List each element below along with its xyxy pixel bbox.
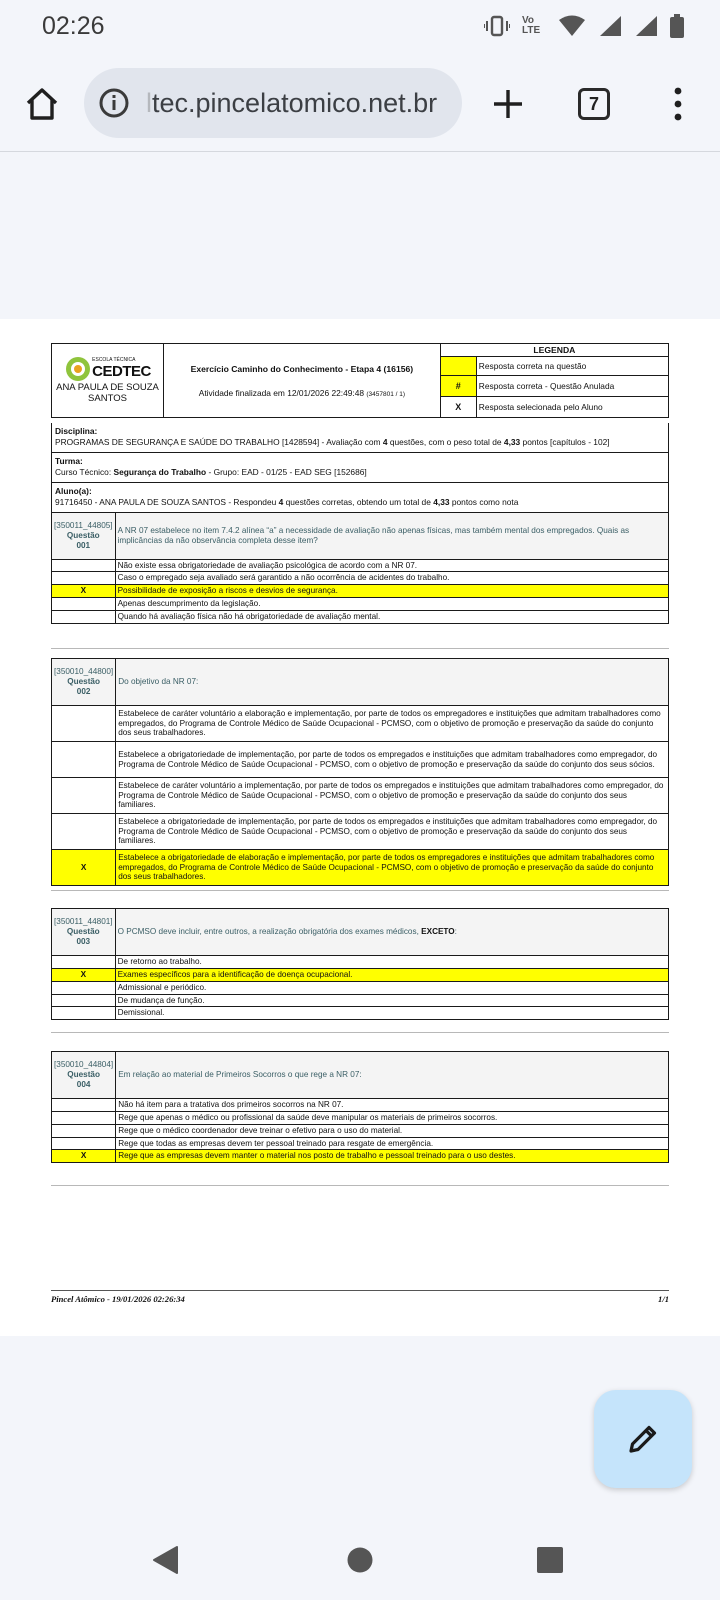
option-row[interactable]: Não há item para a tratativa dos primeiros socorros na NR 07.	[52, 1099, 669, 1112]
option-row-selected[interactable]: X Rege que as empresas devem manter o material nos posto de trabalho e pessoal treinado para o uso destes.	[52, 1150, 669, 1163]
option-row-selected[interactable]: X Possibilidade de exposição a riscos e desvios de segurança.	[52, 585, 669, 598]
system-nav-bar	[0, 1520, 720, 1600]
footer-page-number: 1/1	[658, 1294, 669, 1304]
legend-label-selected: Resposta selecionada pelo Aluno	[476, 397, 668, 418]
discipline-block	[51, 423, 669, 453]
finished-code: (3457801 / 1)	[366, 390, 406, 398]
status-bar	[0, 0, 720, 56]
home-nav-button[interactable]	[340, 1540, 380, 1580]
discipline-label: Disciplina:	[55, 426, 98, 436]
legend-label-correct: Resposta correta na questão	[476, 357, 668, 376]
menu-button[interactable]	[652, 78, 704, 130]
legend-key-selected: X	[440, 397, 476, 418]
vibrate-icon	[484, 15, 510, 37]
class-label: Turma:	[55, 456, 83, 466]
question-statement: A NR 07 estabelece no item 7.4.2 alínea “a” a necessidade de avaliação não apenas físicas, mas também mental dos empregados. Quais as implicâncias da não observância completa desse item?	[115, 513, 668, 559]
edit-fab-button[interactable]	[594, 1390, 692, 1488]
back-button[interactable]	[145, 1540, 185, 1580]
question-004	[51, 1051, 669, 1163]
option-row[interactable]: Estabelece de caráter voluntário a implementação, por parte de todos os empregados e instituições que admitam trabalhadores como empregador, do Programa de Controle Médico de Saúde Ocupacional - PCMSO, com o objetivo de promoção e preservação da saúde do conjunto dos seus familiares.	[52, 778, 669, 814]
option-row[interactable]: De retorno ao trabalho.	[52, 956, 669, 969]
back-icon	[151, 1545, 179, 1575]
legend-key-correct	[440, 357, 476, 376]
browser-toolbar	[0, 56, 720, 152]
student-label: Aluno(a):	[55, 486, 92, 496]
exercise-info	[164, 344, 441, 418]
recents-button[interactable]	[530, 1540, 570, 1580]
option-row[interactable]: Estabelece a obrigatoriedade de implementação, por parte de todos os empregados e instituições que admitam trabalhadores como empregador, do Programa de Controle Médico de Saúde Ocupacional - PCMSO, com o objetivo de promoção e preservação da saúde do conjunto dos seus sócios.	[52, 742, 669, 778]
discipline-value: PROGRAMAS DE SEGURANÇA E SAÚDE DO TRABALHO [1428594] - Avaliação com 4 questões, com o peso total de 4,33 pontos [capítulos - 102]	[55, 436, 610, 447]
tab-count: 7	[578, 88, 610, 120]
page-top-blank	[0, 153, 720, 319]
question-statement: Em relação ao material de Primeiros Socorros o que rege a NR 07:	[116, 1052, 669, 1099]
option-row[interactable]: Rege que o médico coordenador deve treinar o efetivo para o uso do material.	[52, 1124, 669, 1137]
cedtec-logo	[54, 355, 161, 383]
class-value: Curso Técnico: Segurança do Trabalho - Grupo: EAD - 01/25 - EAD SEG [152686]	[55, 466, 367, 477]
question-statement: O PCMSO deve incluir, entre outros, a realização obrigatória dos exames médicos, EXCETO:	[115, 909, 668, 956]
footer-divider	[51, 1290, 669, 1291]
recents-icon	[536, 1546, 564, 1574]
option-row-selected[interactable]: X Exames específicos para a identificação de doença ocupacional.	[52, 968, 669, 981]
document-page	[0, 319, 720, 1336]
signal-icon-2	[634, 15, 658, 37]
home-circle-icon	[346, 1546, 374, 1574]
option-row[interactable]: Estabelece de caráter voluntário a elaboração e implementação, por parte de todos os empregadores e instituições que admitam trabalhadores como empregados, do Programa de Controle Médico de Saúde Ocupacional - PCMSO, com o objetivo de promoção e preservação da saúde do conjunto dos seus trabalhadores.	[52, 706, 669, 742]
pencil-icon	[625, 1421, 661, 1457]
option-row[interactable]: Demissional.	[52, 1007, 669, 1020]
question-id: [350011_44801] Questão 003	[52, 909, 116, 956]
more-vert-icon	[672, 86, 684, 122]
wifi-icon	[558, 15, 586, 37]
option-row-selected[interactable]: X Estabelece a obrigatoriedade de elaboração e implementação, por parte de todos os empregadores e instituições que admitam trabalhadores como empregados, do Programa de Controle Médico de Saúde Ocupacional - PCMSO, com o objetivo de promoção e preservação da saúde do conjunto dos seus trabalhadores.	[52, 850, 669, 886]
logo-cell	[52, 344, 164, 418]
logo-text: CEDTEC	[92, 363, 151, 381]
status-icons	[484, 14, 684, 38]
legend-key-annulled: #	[440, 376, 476, 397]
divider	[51, 1032, 669, 1033]
battery-icon	[670, 14, 684, 38]
question-id: [350011_44805] Questão 001	[52, 513, 116, 559]
question-001	[51, 513, 669, 624]
plus-icon	[492, 88, 524, 120]
footer-timestamp: Pincel Atômico - 19/01/2026 02:26:34	[51, 1294, 185, 1304]
student-block	[51, 483, 669, 513]
option-row[interactable]: Estabelece a obrigatoriedade de implementação, por parte de todos os empregados e instituições que admitam trabalhadores como empregador, do Programa de Controle Médico de Saúde Ocupacional - PCMSO, com o objetivo de promoção e preservação da saúde do conjunto dos seus familiares.	[52, 814, 669, 850]
option-row[interactable]: Rege que todas as empresas devem ter pessoal treinado para resgate de emergência.	[52, 1137, 669, 1150]
question-id: [350010_44804] Questão 004	[52, 1052, 116, 1099]
divider	[51, 648, 669, 649]
question-002	[51, 658, 669, 886]
question-id: [350010_44800] Questão 002	[52, 659, 116, 706]
url-faded-prefix: l	[146, 87, 152, 118]
option-row[interactable]: Quando há avaliação física não há obrigatoriedade de avaliação mental.	[52, 610, 669, 623]
site-info-icon[interactable]	[96, 85, 132, 121]
status-time: 02:26	[42, 12, 105, 40]
student-value: 91716450 - ANA PAULA DE SOUZA SANTOS - Respondeu 4 questões corretas, obtendo um total de 4,33 pontos como nota	[55, 496, 519, 507]
new-tab-button[interactable]	[482, 78, 534, 130]
option-row[interactable]: Apenas descumprimento da legislação.	[52, 598, 669, 611]
student-name: ANA PAULA DE SOUZA SANTOS	[56, 381, 159, 404]
option-row[interactable]: Caso o empregado seja avaliado será garantido a não ocorrência de acidentes do trabalho.	[52, 572, 669, 585]
cedtec-logo-icon	[64, 355, 92, 383]
legend-title: LEGENDA	[440, 344, 668, 357]
logo-sub: ESCOLA TÉCNICA	[92, 357, 136, 364]
home-icon	[24, 86, 60, 122]
url-domain: tec.pincelatomico.net.br	[152, 87, 438, 118]
class-block	[51, 453, 669, 483]
legend-label-annulled: Resposta correta - Questão Anulada	[476, 376, 668, 397]
url-text[interactable]	[146, 88, 446, 119]
option-row[interactable]: Admissional e periódico.	[52, 981, 669, 994]
volte-label: Vo LTE	[522, 15, 541, 36]
signal-icon	[598, 15, 622, 37]
report-header	[51, 343, 669, 418]
tab-switcher-button[interactable]	[568, 78, 620, 130]
url-bar[interactable]	[84, 68, 462, 138]
option-row[interactable]: Não existe essa obrigatoriedade de avaliação psicológica de acordo com a NR 07.	[52, 559, 669, 572]
exercise-title: Exercício Caminho do Conhecimento - Etapa 4 (16156)	[190, 363, 414, 374]
option-row[interactable]: De mudança de função.	[52, 994, 669, 1007]
question-statement: Do objetivo da NR 07:	[116, 659, 669, 706]
home-button[interactable]	[16, 78, 68, 130]
option-row[interactable]: Rege que apenas o médico ou profissional da saúde deve manipular os materiais de primeiros socorros.	[52, 1111, 669, 1124]
divider	[51, 1185, 669, 1186]
divider	[51, 890, 669, 891]
finished-label: Atividade finalizada em 12/01/2026 22:49:48	[198, 387, 365, 398]
question-003	[51, 908, 669, 1020]
